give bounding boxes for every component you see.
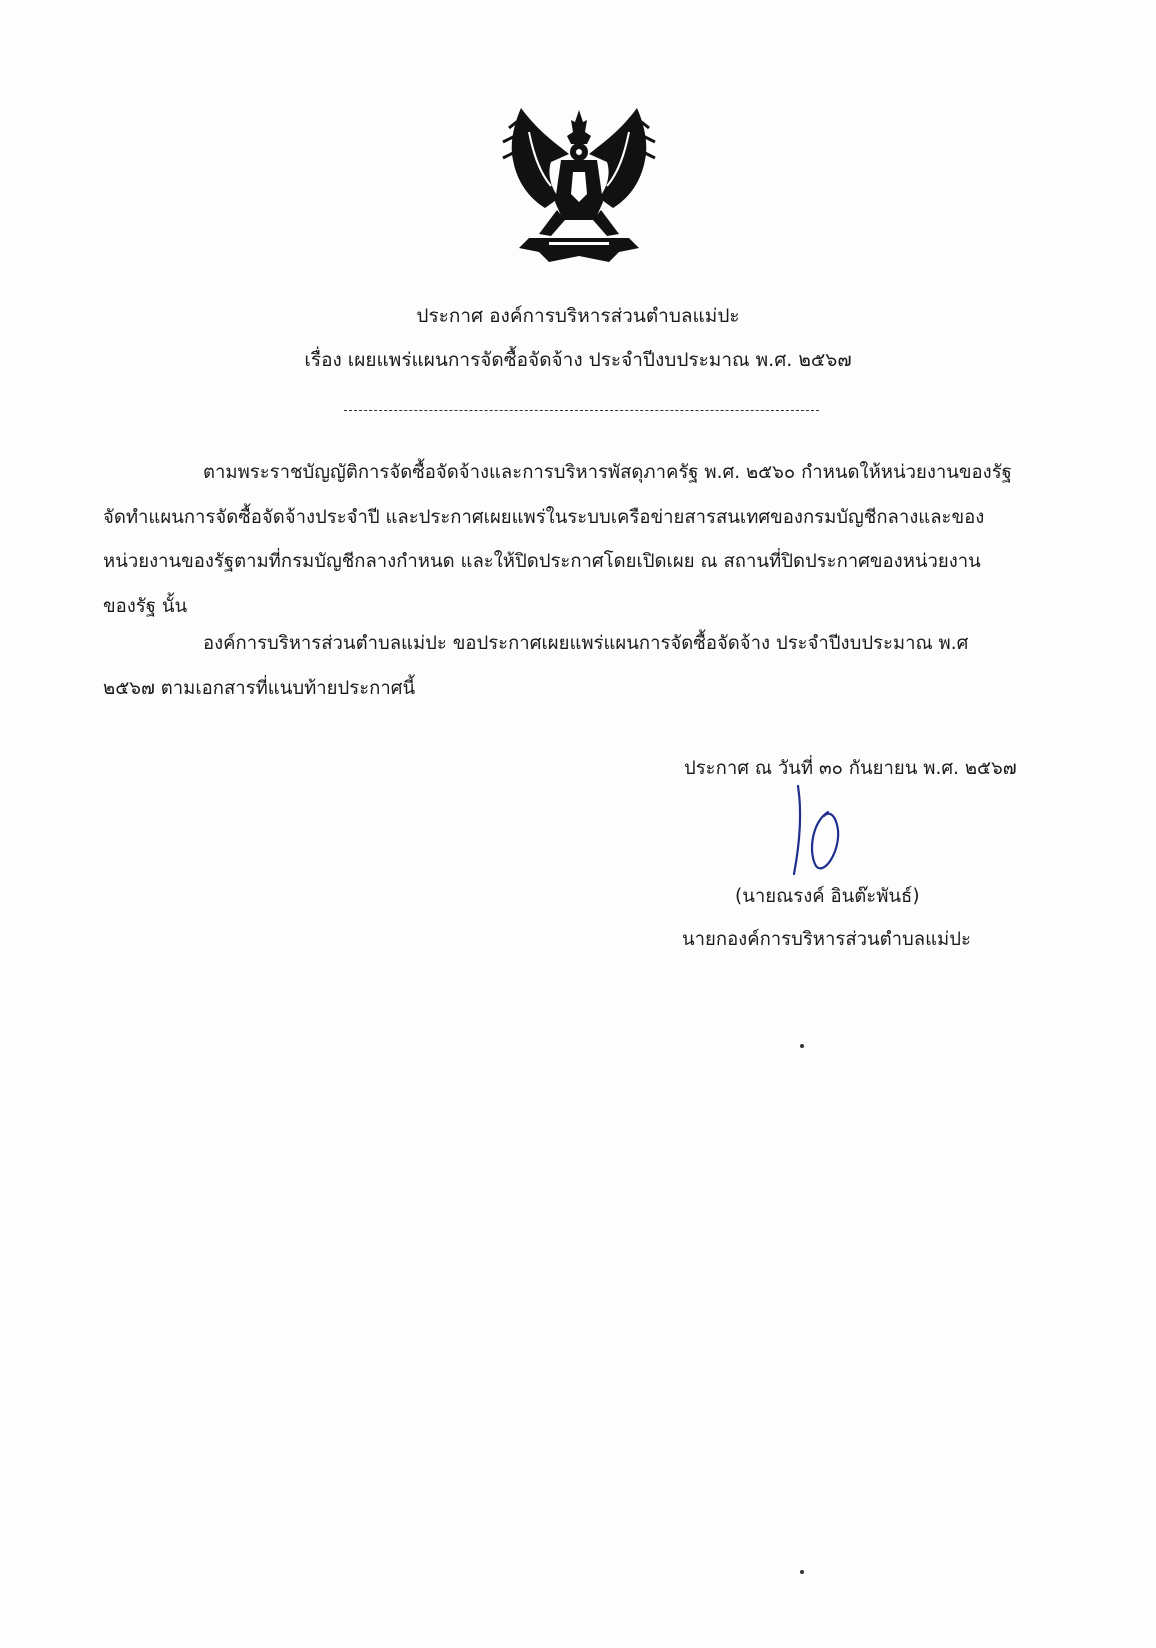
paragraph-line: ๒๕๖๗ ตามเอกสารที่แนบท้ายประกาศนี้	[103, 677, 416, 699]
garuda-emblem-icon	[499, 102, 659, 268]
paragraph-line: จัดทำแผนการจัดซื้อจัดจ้างประจำปี และประกาศเผยแพร่ในระบบเครือข่ายสารสนเทศของกรมบัญชีกลางและของ	[103, 506, 985, 528]
paragraph-line: หน่วยงานของรัฐตามที่กรมบัญชีกลางกำหนด และให้ปิดประกาศโดยเปิดเผย ณ สถานที่ปิดประกาศของหน่วยงาน	[103, 551, 981, 572]
signer-title: นายกองค์การบริหารส่วนตำบลแม่ปะ	[682, 929, 971, 950]
paragraph-line: ตามพระราชบัญญัติการจัดซื้อจัดจ้างและการบริหารพัสดุภาครัฐ พ.ศ. ๒๕๖๐ กำหนดให้หน่วยงานของรัฐ	[203, 462, 1012, 483]
paper-speck	[800, 1044, 804, 1048]
signer-name: (นายณรงค์ อินต๊ะพันธ์)	[735, 886, 920, 907]
paragraph-line: องค์การบริหารส่วนตำบลแม่ปะ ขอประกาศเผยแพร่แผนการจัดซื้อจัดจ้าง ประจำปีงบประมาณ พ.ศ	[203, 633, 969, 654]
handwritten-signature-icon	[790, 782, 850, 882]
body-paragraph-1	[103, 451, 1063, 629]
announcement-subject: เรื่อง เผยแพร่แผนการจัดซื้อจัดจ้าง ประจำปีงบประมาณ พ.ศ. ๒๕๖๗	[304, 349, 852, 371]
body-paragraph-2	[103, 622, 1063, 711]
paragraph-line: ของรัฐ นั้น	[103, 595, 188, 617]
announcement-date: ประกาศ ณ วันที่ ๓๐ กันยายน พ.ศ. ๒๕๖๗	[684, 758, 1017, 779]
announcement-issuer: ประกาศ องค์การบริหารส่วนตำบลแม่ปะ	[416, 305, 740, 327]
paper-speck	[800, 1570, 804, 1574]
dashed-divider	[344, 410, 819, 411]
